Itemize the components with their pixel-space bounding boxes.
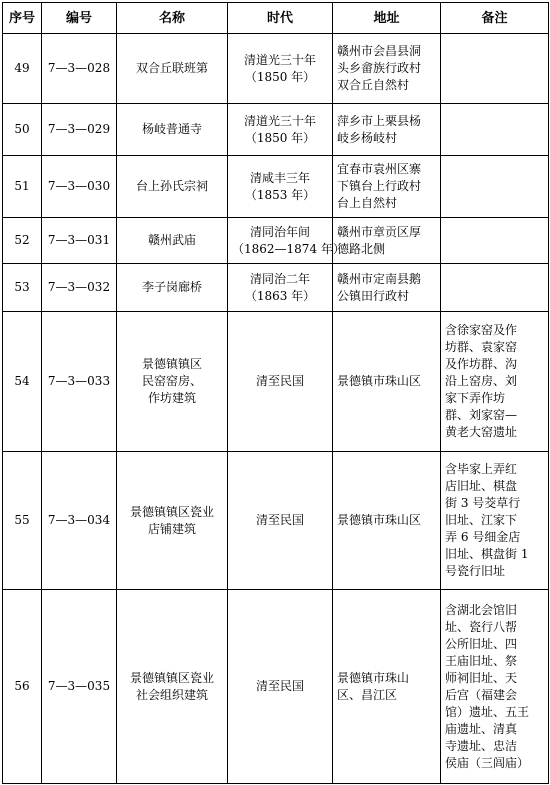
cell-note-line: 寺遗址、忠洁 xyxy=(445,738,518,753)
cell-address-line: 景德镇市珠山区 xyxy=(337,374,422,388)
cell-address-line: 萍乡市上栗县杨 xyxy=(337,113,422,128)
cell-note-line: 旧址、棋盘街 1 xyxy=(445,547,529,561)
cell-name-line: 景德镇镇区瓷业 xyxy=(129,504,214,519)
cell-era xyxy=(228,156,333,218)
header-note: 备注 xyxy=(441,3,549,34)
cell-code: 7—3—031 xyxy=(42,218,117,264)
cell-era xyxy=(228,590,333,784)
table-row xyxy=(3,264,549,312)
table-row xyxy=(3,590,549,784)
cell-note xyxy=(441,156,549,218)
cell-era-line: （1850 年） xyxy=(244,69,316,84)
cell-address-line: 区、昌江区 xyxy=(337,687,398,702)
cell-address-line: 下镇台上行政村 xyxy=(337,179,422,193)
cell-note xyxy=(441,452,549,590)
cell-address xyxy=(333,34,441,104)
cell-seq: 51 xyxy=(3,156,42,218)
cell-note-line: 及作坊群、沟 xyxy=(445,357,518,371)
cell-code: 7—3—030 xyxy=(42,156,117,218)
cell-name xyxy=(117,156,228,218)
cell-note-line: 含湖北会馆旧 xyxy=(445,602,518,617)
cell-address-line: 景德镇市珠山 xyxy=(337,670,410,685)
cell-name-line: 民窑窑房、 xyxy=(141,374,202,388)
cell-note-line: 含徐家窑及作 xyxy=(445,323,518,337)
cell-note xyxy=(441,34,549,104)
cell-note-line: 号瓷行旧址 xyxy=(445,564,506,578)
cell-address-line: 岐乡杨岐村 xyxy=(337,130,398,145)
cell-code: 7—3—032 xyxy=(42,264,117,312)
cell-seq: 55 xyxy=(3,452,42,590)
cell-note-line: 含毕家上弄红 xyxy=(445,462,518,476)
table-row xyxy=(3,218,549,264)
cell-era-line: 清咸丰三年 xyxy=(249,170,310,185)
cell-era-line: （1863 年） xyxy=(244,288,316,303)
cell-code: 7—3—033 xyxy=(42,312,117,452)
cell-address xyxy=(333,452,441,590)
cell-address xyxy=(333,218,441,264)
cell-name xyxy=(117,590,228,784)
cell-address-line: 赣州市定南县鹅 xyxy=(337,271,422,286)
cell-address-line: 头乡畲族行政村 xyxy=(337,61,422,75)
header-row xyxy=(3,3,549,34)
cell-address-line: 公镇田行政村 xyxy=(337,288,410,303)
cell-seq: 53 xyxy=(3,264,42,312)
cell-note-line: 店旧址、棋盘 xyxy=(445,479,518,493)
header-era: 时代 xyxy=(228,3,333,34)
table-row xyxy=(3,104,549,156)
cell-name xyxy=(117,218,228,264)
cell-note xyxy=(441,104,549,156)
cell-era-line: 清同治二年 xyxy=(249,271,310,286)
cell-era-line: 清至民国 xyxy=(255,374,304,388)
cell-note xyxy=(441,218,549,264)
cell-note-line: 沿上窑房、刘 xyxy=(445,374,518,388)
cell-note-line: 后宫（福建会 xyxy=(445,687,518,702)
cell-code: 7—3—028 xyxy=(42,34,117,104)
cell-note-line: 家下弄作坊 xyxy=(445,391,506,405)
cell-address-line: 赣州市会昌县洞 xyxy=(337,44,422,58)
cell-era-line: 清同治年间 xyxy=(249,224,310,239)
cell-name-line: 杨岐普通寺 xyxy=(141,122,202,136)
cell-name xyxy=(117,312,228,452)
cell-era xyxy=(228,34,333,104)
cell-era-line: （1862—1874 年） xyxy=(232,241,345,256)
heritage-list-table xyxy=(2,2,549,784)
cell-note-line: 公所旧址、四 xyxy=(445,636,518,651)
cell-note-line: 侯庙（三闾庙） xyxy=(445,755,530,770)
cell-note-line: 庙遗址、清真 xyxy=(445,721,518,736)
cell-seq: 50 xyxy=(3,104,42,156)
cell-note-line: 师祠旧址、天 xyxy=(445,670,518,685)
cell-seq: 56 xyxy=(3,590,42,784)
cell-note-line: 旧址、江家下 xyxy=(445,513,518,527)
cell-era xyxy=(228,264,333,312)
header-code: 编号 xyxy=(42,3,117,34)
cell-note-line: 街 3 号茭草行 xyxy=(445,496,521,510)
header-name: 名称 xyxy=(117,3,228,34)
cell-era-line: 清至民国 xyxy=(255,679,304,693)
cell-name xyxy=(117,452,228,590)
cell-name-line: 台上孙氏宗祠 xyxy=(135,179,208,193)
cell-name-line: 李子岗廊桥 xyxy=(141,280,202,294)
cell-name xyxy=(117,264,228,312)
cell-address-line: 德路北侧 xyxy=(337,241,386,256)
cell-name-line: 景德镇镇区瓷业 xyxy=(129,670,214,685)
cell-name xyxy=(117,104,228,156)
cell-era-line: 清道光三十年 xyxy=(243,113,316,128)
cell-note xyxy=(441,590,549,784)
cell-era-line: 清道光三十年 xyxy=(243,52,316,67)
cell-era-line: 清至民国 xyxy=(255,513,304,527)
cell-name-line: 社会组织建筑 xyxy=(135,687,208,702)
cell-name-line: 景德镇镇区 xyxy=(141,357,202,371)
cell-address-line: 赣州市章贡区厚 xyxy=(337,224,422,239)
cell-era xyxy=(228,104,333,156)
cell-code: 7—3—034 xyxy=(42,452,117,590)
cell-name-line: 店铺建筑 xyxy=(147,521,196,536)
cell-code: 7—3—029 xyxy=(42,104,117,156)
cell-note-line: 馆）遗址、五王 xyxy=(445,704,530,719)
table-row xyxy=(3,452,549,590)
cell-note xyxy=(441,312,549,452)
cell-note-line: 黄老大窑遗址 xyxy=(445,425,518,439)
cell-seq: 54 xyxy=(3,312,42,452)
cell-address-line: 景德镇市珠山区 xyxy=(337,513,422,527)
cell-address xyxy=(333,156,441,218)
cell-note-line: 址、瓷行八帮 xyxy=(445,619,518,634)
table-row xyxy=(3,312,549,452)
cell-name-line: 赣州武庙 xyxy=(147,233,196,247)
cell-era xyxy=(228,312,333,452)
cell-address xyxy=(333,104,441,156)
cell-code: 7—3—035 xyxy=(42,590,117,784)
cell-seq: 49 xyxy=(3,34,42,104)
cell-era-line: （1850 年） xyxy=(244,130,316,145)
cell-note-line: 群、刘家窑— xyxy=(445,408,518,422)
header-seq: 序号 xyxy=(3,3,42,34)
cell-seq: 52 xyxy=(3,218,42,264)
cell-name xyxy=(117,34,228,104)
cell-address-line: 双合丘自然村 xyxy=(337,78,410,92)
header-address: 地址 xyxy=(333,3,441,34)
cell-address xyxy=(333,312,441,452)
cell-note-line: 王庙旧址、祭 xyxy=(445,653,518,668)
cell-address xyxy=(333,264,441,312)
cell-note-line: 坊群、袁家窑 xyxy=(445,340,518,354)
cell-note xyxy=(441,264,549,312)
table-row xyxy=(3,34,549,104)
cell-name-line: 作坊建筑 xyxy=(147,391,196,405)
cell-era xyxy=(228,452,333,590)
cell-name-line: 双合丘联班第 xyxy=(135,61,208,75)
cell-address xyxy=(333,590,441,784)
cell-era xyxy=(228,218,345,264)
cell-note-line: 弄 6 号细金店 xyxy=(445,530,521,544)
cell-address-line: 宜春市袁州区寨 xyxy=(337,162,422,176)
table-row xyxy=(3,156,549,218)
cell-address-line: 台上自然村 xyxy=(337,196,398,210)
cell-era-line: （1853 年） xyxy=(244,187,316,202)
